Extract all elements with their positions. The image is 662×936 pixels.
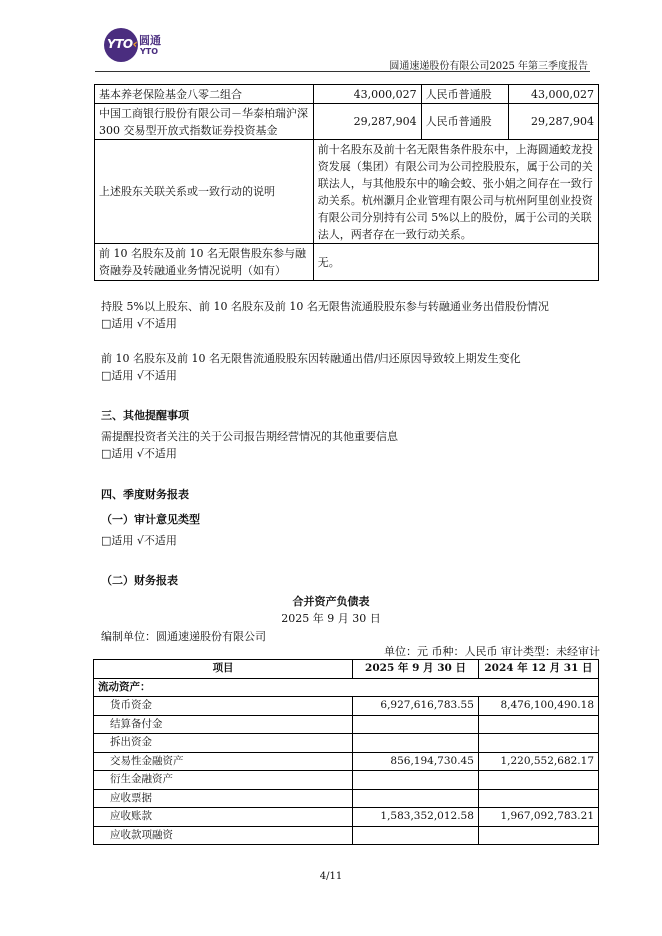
audit-options: □适用 √不适用 — [101, 534, 177, 547]
lending-title: 持股 5%以上股东、前 10 名股东及前 10 名无限售流通股股东参与转融通业务出借股份情况 — [101, 300, 549, 313]
table-row — [94, 789, 599, 808]
share-amount: 29,287,904 — [313, 104, 421, 140]
shareholder-table — [94, 84, 599, 281]
table-row — [94, 752, 599, 771]
financial-heading: 四、季度财务报表 — [101, 488, 189, 501]
item-name: 货币资金 — [94, 697, 353, 716]
shareholder-name: 中国工商银行股份有限公司－华泰柏瑞沪深 300 交易型开放式指数证券投资基金 — [95, 104, 314, 140]
relation-label: 上述股东关联关系或一致行动的说明 — [95, 140, 314, 244]
section-label: 流动资产： — [94, 678, 599, 697]
margin-text: 无。 — [313, 244, 598, 281]
item-name: 应收款项融资 — [94, 826, 353, 845]
balance-sheet-date: 2025 年 9 月 30 日 — [281, 612, 381, 625]
share-type: 人民币普通股 — [421, 104, 509, 140]
item-name: 交易性金融资产 — [94, 752, 353, 771]
item-name: 应收票据 — [94, 789, 353, 808]
item-name: 衍生金融资产 — [94, 771, 353, 790]
share-type: 人民币普通股 — [421, 85, 509, 104]
column-header: 2025 年 9 月 30 日 — [353, 660, 479, 679]
other-heading: 三、其他提醒事项 — [101, 409, 189, 422]
value-prior: 8,476,100,490.18 — [478, 697, 598, 716]
value-current: 6,927,616,783.55 — [353, 697, 479, 716]
table-header-row — [94, 660, 599, 679]
other-options: □适用 √不适用 — [101, 447, 177, 460]
table-row — [94, 808, 599, 827]
item-name: 结算备付金 — [94, 715, 353, 734]
value-current: 1,583,352,012.58 — [353, 808, 479, 827]
value-prior — [478, 771, 598, 790]
unit-line: 单位：元 币种：人民币 审计类型：未经审计 — [384, 645, 600, 658]
value-current: 856,194,730.45 — [353, 752, 479, 771]
company-logo — [104, 28, 164, 62]
logo-mark: YTO‹ — [107, 37, 138, 51]
share-count: 43,000,027 — [509, 85, 599, 104]
lending-options: □适用 √不适用 — [101, 317, 177, 330]
header-divider — [95, 71, 590, 72]
statement-heading: （二）财务报表 — [101, 574, 178, 587]
column-header: 项目 — [94, 660, 353, 679]
value-current — [353, 826, 479, 845]
value-current — [353, 734, 479, 753]
other-text: 需提醒投资者关注的关于公司报告期经营情况的其他重要信息 — [101, 430, 398, 443]
table-row — [94, 697, 599, 716]
value-prior — [478, 826, 598, 845]
item-name: 拆出资金 — [94, 734, 353, 753]
margin-label: 前 10 名股东及前 10 名无限售股东参与融资融券及转融通业务情况说明（如有） — [95, 244, 314, 281]
relation-text: 前十名股东及前十名无限售条件股东中，上海圆通蛟龙投资发展（集团）有限公司为公司控股股东，属于公司的关联法人，与其他股东中的喻会蛟、张小娟之间存在一致行动关系。杭州灏月企业管理有限公司与杭州阿里创业投资有限公司分别持有公司 5%以上的股份，属于公司的关联法人，两者存在一致行动关系。 — [313, 140, 598, 244]
section-row — [94, 678, 599, 697]
value-prior — [478, 715, 598, 734]
value-prior: 1,220,552,682.17 — [478, 752, 598, 771]
value-prior — [478, 734, 598, 753]
balance-sheet-title: 合并资产负债表 — [292, 595, 370, 608]
table-row — [95, 104, 599, 140]
value-current — [353, 771, 479, 790]
table-row — [94, 771, 599, 790]
preparer: 编制单位：圆通速递股份有限公司 — [101, 630, 266, 643]
table-row — [94, 826, 599, 845]
table-row — [95, 85, 599, 104]
audit-heading: （一）审计意见类型 — [101, 513, 200, 526]
shareholder-name: 基本养老保险基金八零二组合 — [95, 85, 314, 104]
logo-chinese: 圆通 — [139, 34, 161, 47]
share-amount: 43,000,027 — [313, 85, 421, 104]
value-prior: 1,967,092,783.21 — [478, 808, 598, 827]
value-current — [353, 715, 479, 734]
logo-english: YTO — [140, 47, 159, 56]
value-prior — [478, 789, 598, 808]
item-name: 应收账款 — [94, 808, 353, 827]
page-number: 4/11 — [319, 871, 343, 882]
column-header: 2024 年 12 月 31 日 — [478, 660, 598, 679]
share-count: 29,287,904 — [509, 104, 599, 140]
report-title: 圆通速递股份有限公司2025 年第三季度报告 — [389, 61, 588, 72]
change-title: 前 10 名股东及前 10 名无限售流通股股东因转融通出借/归还原因导致较上期发生变化 — [101, 352, 521, 365]
table-row — [94, 715, 599, 734]
table-row — [95, 140, 599, 244]
balance-sheet-table — [93, 659, 599, 845]
table-row — [95, 244, 599, 281]
table-row — [94, 734, 599, 753]
value-current — [353, 789, 479, 808]
change-options: □适用 √不适用 — [101, 369, 177, 382]
